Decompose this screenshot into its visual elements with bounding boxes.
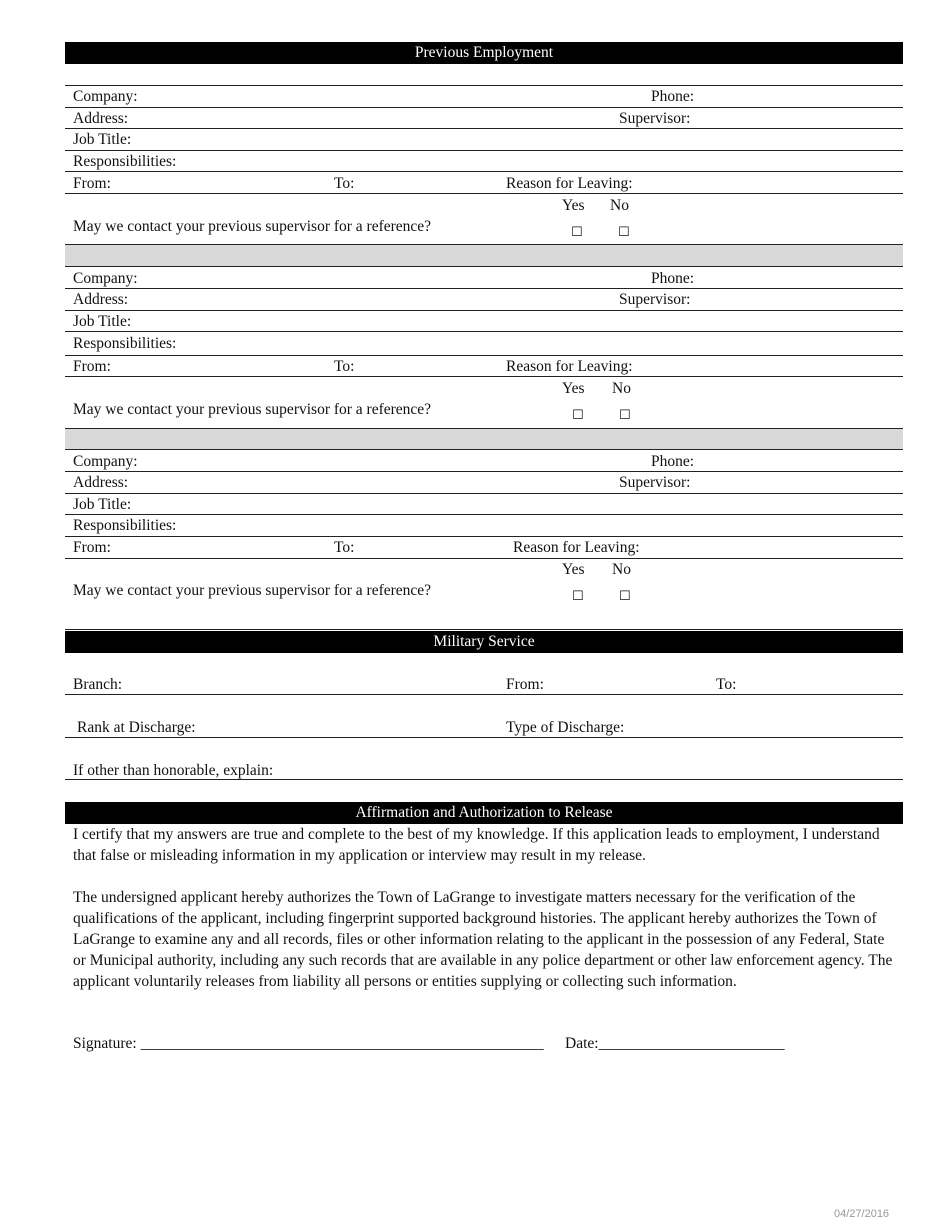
divider xyxy=(65,355,903,356)
from-label: From: xyxy=(73,358,111,375)
divider xyxy=(65,471,903,472)
job-title-label: Job Title: xyxy=(73,313,132,330)
certification-paragraph: I certify that my answers are true and complete to the best of my knowledge. If this application leads to employment, I understand that false or misleading information in my application or interview may result in my release. xyxy=(73,826,880,864)
from-label: From: xyxy=(506,676,544,693)
explain-label: If other than honorable, explain: xyxy=(73,762,274,779)
type-of-discharge-label: Type of Discharge: xyxy=(506,719,625,736)
contact-question: May we contact your previous supervisor for a reference? xyxy=(73,401,432,418)
authorization-paragraph: The undersigned applicant hereby authorizes the Town of LaGrange to investigate matters necessary for the verification of the qualifications of the applicant, including fingerprint supported background histories. The applicant hereby authorizes the Town of LaGrange to examine any and all records, files or other information relating to the applicant in the possession of any Federal, State or Municipal authority, including any such records that are available in any police department or other law enforcement agency. The applicant voluntarily releases from liability all persons or entities supplying or collecting such information. xyxy=(73,889,893,990)
divider xyxy=(65,558,903,559)
explain-field-line[interactable] xyxy=(65,779,903,780)
divider xyxy=(65,376,903,377)
date-field[interactable]: Date:________________________ xyxy=(565,1035,785,1052)
section-separator xyxy=(65,245,903,266)
divider xyxy=(65,128,903,129)
no-label: No xyxy=(612,380,631,397)
yes-label: Yes xyxy=(562,561,585,578)
address-label: Address: xyxy=(73,291,129,308)
no-checkbox[interactable]: ☐ xyxy=(618,225,630,240)
to-label: To: xyxy=(334,175,355,192)
to-label: To: xyxy=(716,676,737,693)
company-label: Company: xyxy=(73,453,138,470)
address-label: Address: xyxy=(73,110,129,127)
from-label: From: xyxy=(73,175,111,192)
supervisor-label: Supervisor: xyxy=(619,110,691,127)
divider xyxy=(65,150,903,151)
yes-label: Yes xyxy=(562,197,585,214)
discharge-field-line[interactable] xyxy=(65,737,903,738)
no-label: No xyxy=(612,561,631,578)
divider xyxy=(65,85,903,86)
divider xyxy=(65,107,903,108)
contact-question: May we contact your previous supervisor for a reference? xyxy=(73,582,432,599)
responsibilities-label: Responsibilities: xyxy=(73,517,177,534)
affirmation-header: Affirmation and Authorization to Release xyxy=(65,802,903,824)
company-label: Company: xyxy=(73,270,138,287)
previous-employment-header: Previous Employment xyxy=(65,42,903,64)
divider xyxy=(65,171,903,172)
yes-checkbox[interactable]: ☐ xyxy=(572,408,584,423)
divider xyxy=(65,266,903,267)
responsibilities-label: Responsibilities: xyxy=(73,153,177,170)
responsibilities-label: Responsibilities: xyxy=(73,335,177,352)
phone-label: Phone: xyxy=(651,88,695,105)
yes-checkbox[interactable]: ☐ xyxy=(571,225,583,240)
rank-at-discharge-label: Rank at Discharge: xyxy=(77,719,196,736)
divider xyxy=(65,449,903,450)
signature-field[interactable]: Signature: ____________________________________________________ xyxy=(73,1035,544,1052)
no-label: No xyxy=(610,197,629,214)
branch-label: Branch: xyxy=(73,676,123,693)
divider xyxy=(65,493,903,494)
yes-label: Yes xyxy=(562,380,585,397)
divider xyxy=(65,193,903,194)
job-title-label: Job Title: xyxy=(73,496,132,513)
branch-field-line[interactable] xyxy=(65,694,903,695)
reason-for-leaving-label: Reason for Leaving: xyxy=(506,175,633,192)
phone-label: Phone: xyxy=(651,270,695,287)
supervisor-label: Supervisor: xyxy=(619,291,691,308)
to-label: To: xyxy=(334,358,355,375)
no-checkbox[interactable]: ☐ xyxy=(619,589,631,604)
no-checkbox[interactable]: ☐ xyxy=(619,408,631,423)
footer-date-stamp: 04/27/2016 xyxy=(834,1208,890,1220)
phone-label: Phone: xyxy=(651,453,695,470)
to-label: To: xyxy=(334,539,355,556)
job-title-label: Job Title: xyxy=(73,131,132,148)
supervisor-label: Supervisor: xyxy=(619,474,691,491)
military-service-header: Military Service xyxy=(65,631,903,653)
yes-checkbox[interactable]: ☐ xyxy=(572,589,584,604)
divider xyxy=(65,536,903,537)
section-separator xyxy=(65,429,903,450)
divider xyxy=(65,629,903,630)
reason-for-leaving-label: Reason for Leaving: xyxy=(513,539,640,556)
address-label: Address: xyxy=(73,474,129,491)
divider xyxy=(65,331,903,332)
contact-question: May we contact your previous supervisor for a reference? xyxy=(73,218,432,235)
reason-for-leaving-label: Reason for Leaving: xyxy=(506,358,633,375)
divider xyxy=(65,310,903,311)
divider xyxy=(65,288,903,289)
company-label: Company: xyxy=(73,88,138,105)
from-label: From: xyxy=(73,539,111,556)
divider xyxy=(65,514,903,515)
